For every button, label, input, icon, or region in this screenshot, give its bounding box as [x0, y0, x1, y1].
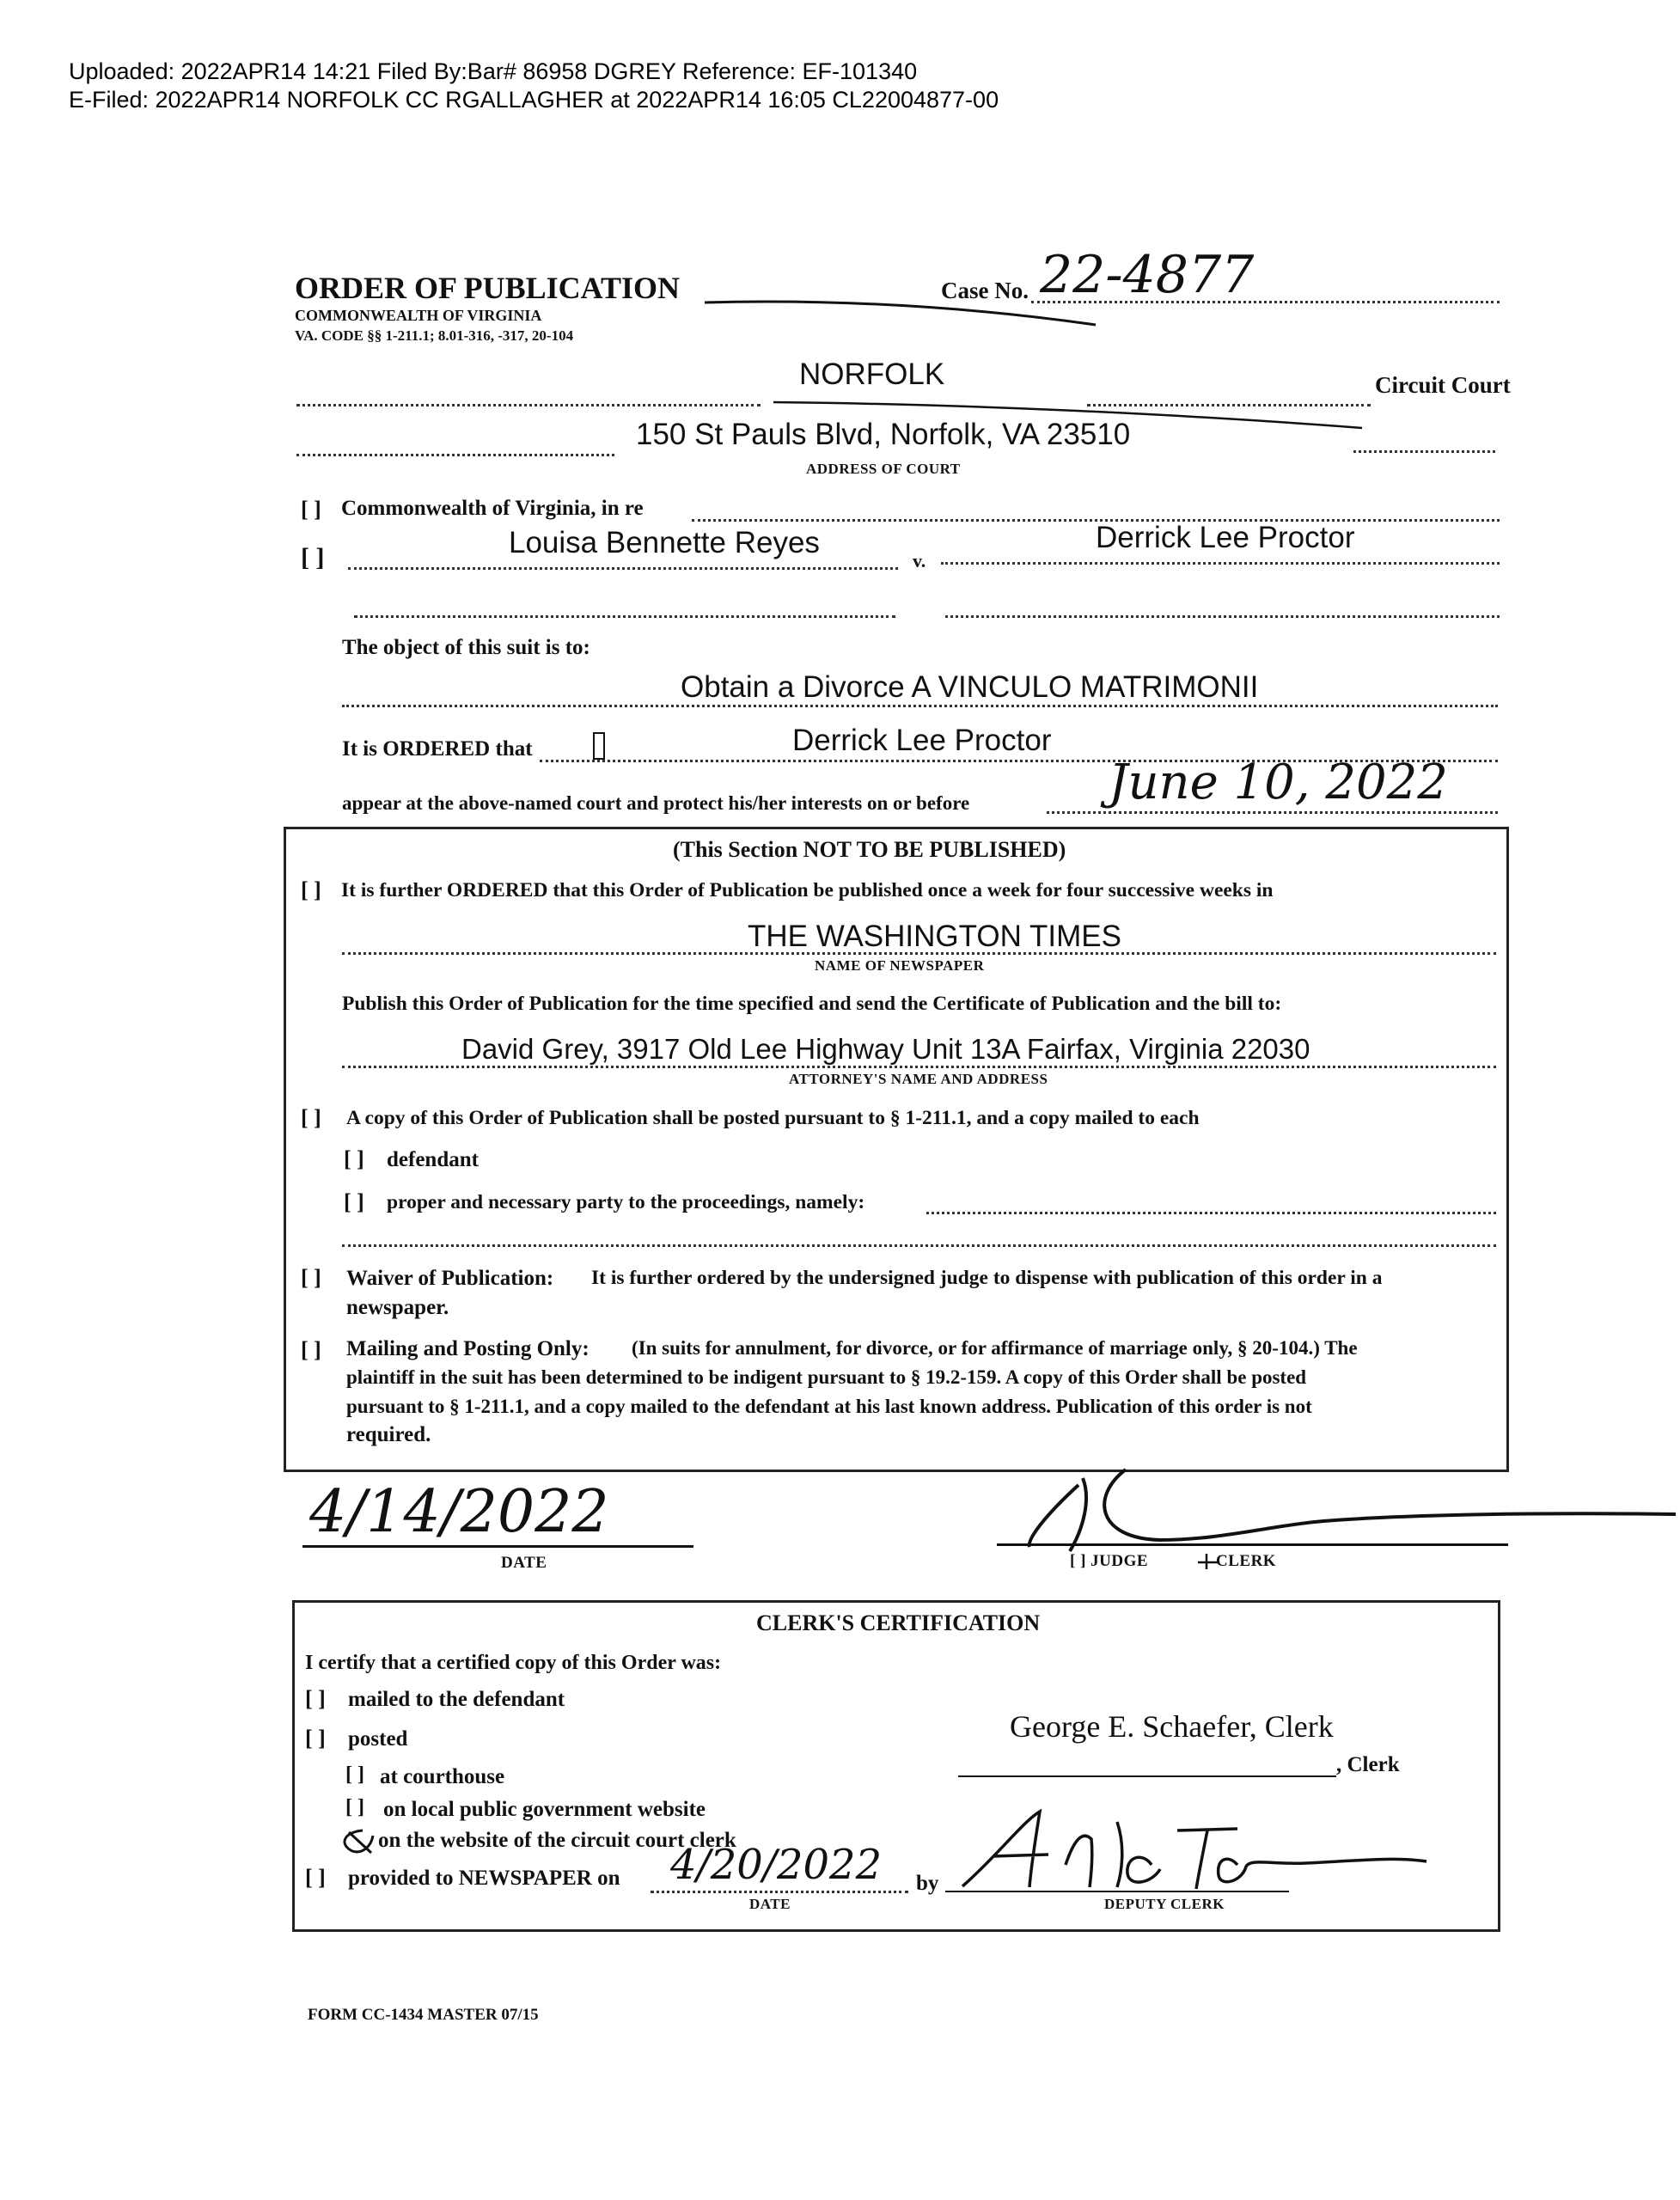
further-ordered-text: It is further ORDERED that this Order of Publication be published once a week for four successive weeks in	[341, 879, 1274, 901]
newspaper-name: THE WASHINGTON TIMES	[748, 920, 1121, 953]
by-label: by	[916, 1872, 939, 1895]
clerk-check-mark	[1196, 1552, 1222, 1571]
signature-line	[997, 1543, 1508, 1546]
form-number: FORM CC-1434 MASTER 07/15	[308, 2006, 539, 2024]
provided-date-line	[651, 1891, 908, 1893]
circuit-website-check-mark	[337, 1827, 380, 1856]
header-rule-stroke	[705, 292, 1100, 327]
checkbox-further-ordered[interactable]: [ ]	[301, 877, 321, 902]
copy-posted-text: A copy of this Order of Publication shall be posted pursuant to § 1-211.1, and a copy mailed to each	[346, 1107, 1200, 1129]
address-caption: ADDRESS OF COURT	[806, 461, 961, 477]
plaintiff-line	[348, 567, 898, 570]
mailing-text-3: pursuant to § 1-211.1, and a copy mailed to the defendant at his last known address. Publication of this order is not	[346, 1396, 1312, 1417]
mailing-text-4: required.	[346, 1423, 431, 1446]
defendant-line	[941, 562, 1500, 565]
address-line-left	[296, 454, 614, 456]
defendant-line-2	[945, 615, 1500, 618]
case-number-value: 22-4877	[1040, 245, 1255, 305]
certify-intro: I certify that a certified copy of this Order was:	[305, 1652, 722, 1674]
checkbox-courthouse[interactable]: [ ]	[345, 1763, 364, 1786]
ordered-party: Derrick Lee Proctor	[792, 724, 1052, 757]
order-date-line	[302, 1545, 693, 1548]
plaintiff-line-2	[354, 615, 895, 618]
deputy-clerk-signature	[945, 1805, 1461, 1899]
circuit-website-label: on the website of the circuit court clerk	[378, 1829, 736, 1852]
form-subtitle: COMMONWEALTH OF VIRGINIA	[295, 307, 542, 324]
attorney-caption: ATTORNEY'S NAME AND ADDRESS	[789, 1071, 1048, 1087]
local-website-label: on local public government website	[383, 1798, 706, 1821]
checkbox-local-website[interactable]: [ ]	[345, 1796, 364, 1818]
attorney-address: David Grey, 3917 Old Lee Highway Unit 13A Fairfax, Virginia 22030	[461, 1033, 1310, 1065]
checkbox-mailing[interactable]: [ ]	[301, 1337, 321, 1362]
party-option: proper and necessary party to the proceedings, namely:	[387, 1191, 865, 1213]
defendant-name: Derrick Lee Proctor	[1096, 521, 1355, 554]
object-value: Obtain a Divorce A VINCULO MATRIMONII	[681, 670, 1259, 704]
order-date: 4/14/2022	[309, 1478, 609, 1546]
court-address: 150 St Pauls Blvd, Norfolk, VA 23510	[636, 418, 1131, 451]
clerk-label: CLERK	[1216, 1552, 1277, 1570]
newspaper-caption: NAME OF NEWSPAPER	[815, 957, 985, 974]
plaintiff-name: Louisa Bennette Reyes	[509, 526, 820, 559]
code-reference: VA. CODE §§ 1-211.1; 8.01-316, -317, 20-104	[295, 327, 574, 344]
checkbox-provided-newspaper[interactable]: [ ]	[305, 1865, 326, 1890]
defendant-option: defendant	[387, 1148, 479, 1171]
efile-header-line-2: E-Filed: 2022APR14 NORFOLK CC RGALLAGHER at 2022APR14 16:05 CL22004877-00	[69, 87, 999, 113]
checkbox-waiver[interactable]: [ ]	[301, 1265, 321, 1290]
mailing-text-2: plaintiff in the suit has been determined to be indigent pursuant to § 19.2-159. A copy of this Order shall be posted	[346, 1366, 1307, 1388]
order-date-caption: DATE	[501, 1554, 547, 1572]
ordered-label: It is ORDERED that	[342, 737, 533, 761]
mailing-title: Mailing and Posting Only:	[346, 1337, 590, 1360]
waiver-text-2: newspaper.	[346, 1296, 449, 1319]
object-label: The object of this suit is to:	[342, 636, 590, 659]
checkbox-posted[interactable]: [ ]	[305, 1726, 326, 1751]
provided-newspaper-label: provided to NEWSPAPER on	[348, 1867, 620, 1890]
mailed-label: mailed to the defendant	[348, 1688, 565, 1711]
appear-label: appear at the above-named court and protect his/her interests on or before	[342, 792, 970, 814]
waiver-text-1: It is further ordered by the undersigned judge to dispense with publication of this order in a	[591, 1267, 1383, 1289]
ordered-marker	[593, 732, 605, 760]
provided-date: 4/20/2022	[670, 1841, 883, 1889]
attorney-line	[342, 1066, 1496, 1068]
posted-label: posted	[348, 1727, 408, 1751]
case-number-label: Case No.	[941, 278, 1029, 303]
publish-text: Publish this Order of Publication for the time specified and send the Certificate of Publication and the bill to:	[342, 993, 1282, 1015]
clerk-signature-line	[958, 1775, 1336, 1777]
party-line-2	[342, 1244, 1496, 1247]
object-line	[342, 705, 1498, 707]
checkbox-mailed[interactable]: [ ]	[305, 1686, 326, 1711]
efile-header-line-1: Uploaded: 2022APR14 14:21 Filed By:Bar# 86958 DGREY Reference: EF-101340	[69, 58, 918, 84]
judge-label: [ ] JUDGE	[1070, 1552, 1149, 1570]
appear-line	[1047, 811, 1498, 814]
courthouse-label: at courthouse	[380, 1765, 505, 1788]
checkbox-defendant[interactable]: [ ]	[344, 1146, 364, 1171]
versus-label: v.	[913, 550, 926, 571]
not-published-heading: (This Section NOT TO BE PUBLISHED)	[673, 837, 1066, 862]
party-line	[926, 1212, 1496, 1214]
waiver-title: Waiver of Publication:	[346, 1267, 554, 1290]
deputy-clerk-caption: DEPUTY CLERK	[1104, 1896, 1225, 1912]
clerk-suffix: , Clerk	[1336, 1753, 1400, 1776]
checkbox-party[interactable]: [ ]	[344, 1189, 364, 1214]
checkbox-parties[interactable]: [ ]	[301, 543, 325, 571]
appear-date: June 10, 2022	[1109, 755, 1448, 810]
address-line-right	[1353, 450, 1495, 453]
deputy-clerk-line	[945, 1891, 1289, 1892]
case-number-line	[1031, 301, 1500, 303]
provided-date-caption: DATE	[749, 1896, 791, 1912]
clerk-certification-heading: CLERK'S CERTIFICATION	[756, 1610, 1041, 1635]
form-title: ORDER OF PUBLICATION	[295, 271, 681, 305]
checkbox-commonwealth[interactable]: [ ]	[301, 497, 321, 522]
commonwealth-label: Commonwealth of Virginia, in re	[341, 497, 644, 520]
clerk-name: George E. Schaefer, Clerk	[1010, 1709, 1334, 1744]
mailing-text-1: (In suits for annulment, for divorce, or for affirmance of marriage only, § 20-104.) The	[632, 1337, 1358, 1359]
court-line-left	[296, 404, 761, 406]
court-name: NORFOLK	[799, 358, 945, 391]
circuit-court-label: Circuit Court	[1375, 372, 1511, 398]
checkbox-copy-posted[interactable]: [ ]	[301, 1105, 321, 1130]
